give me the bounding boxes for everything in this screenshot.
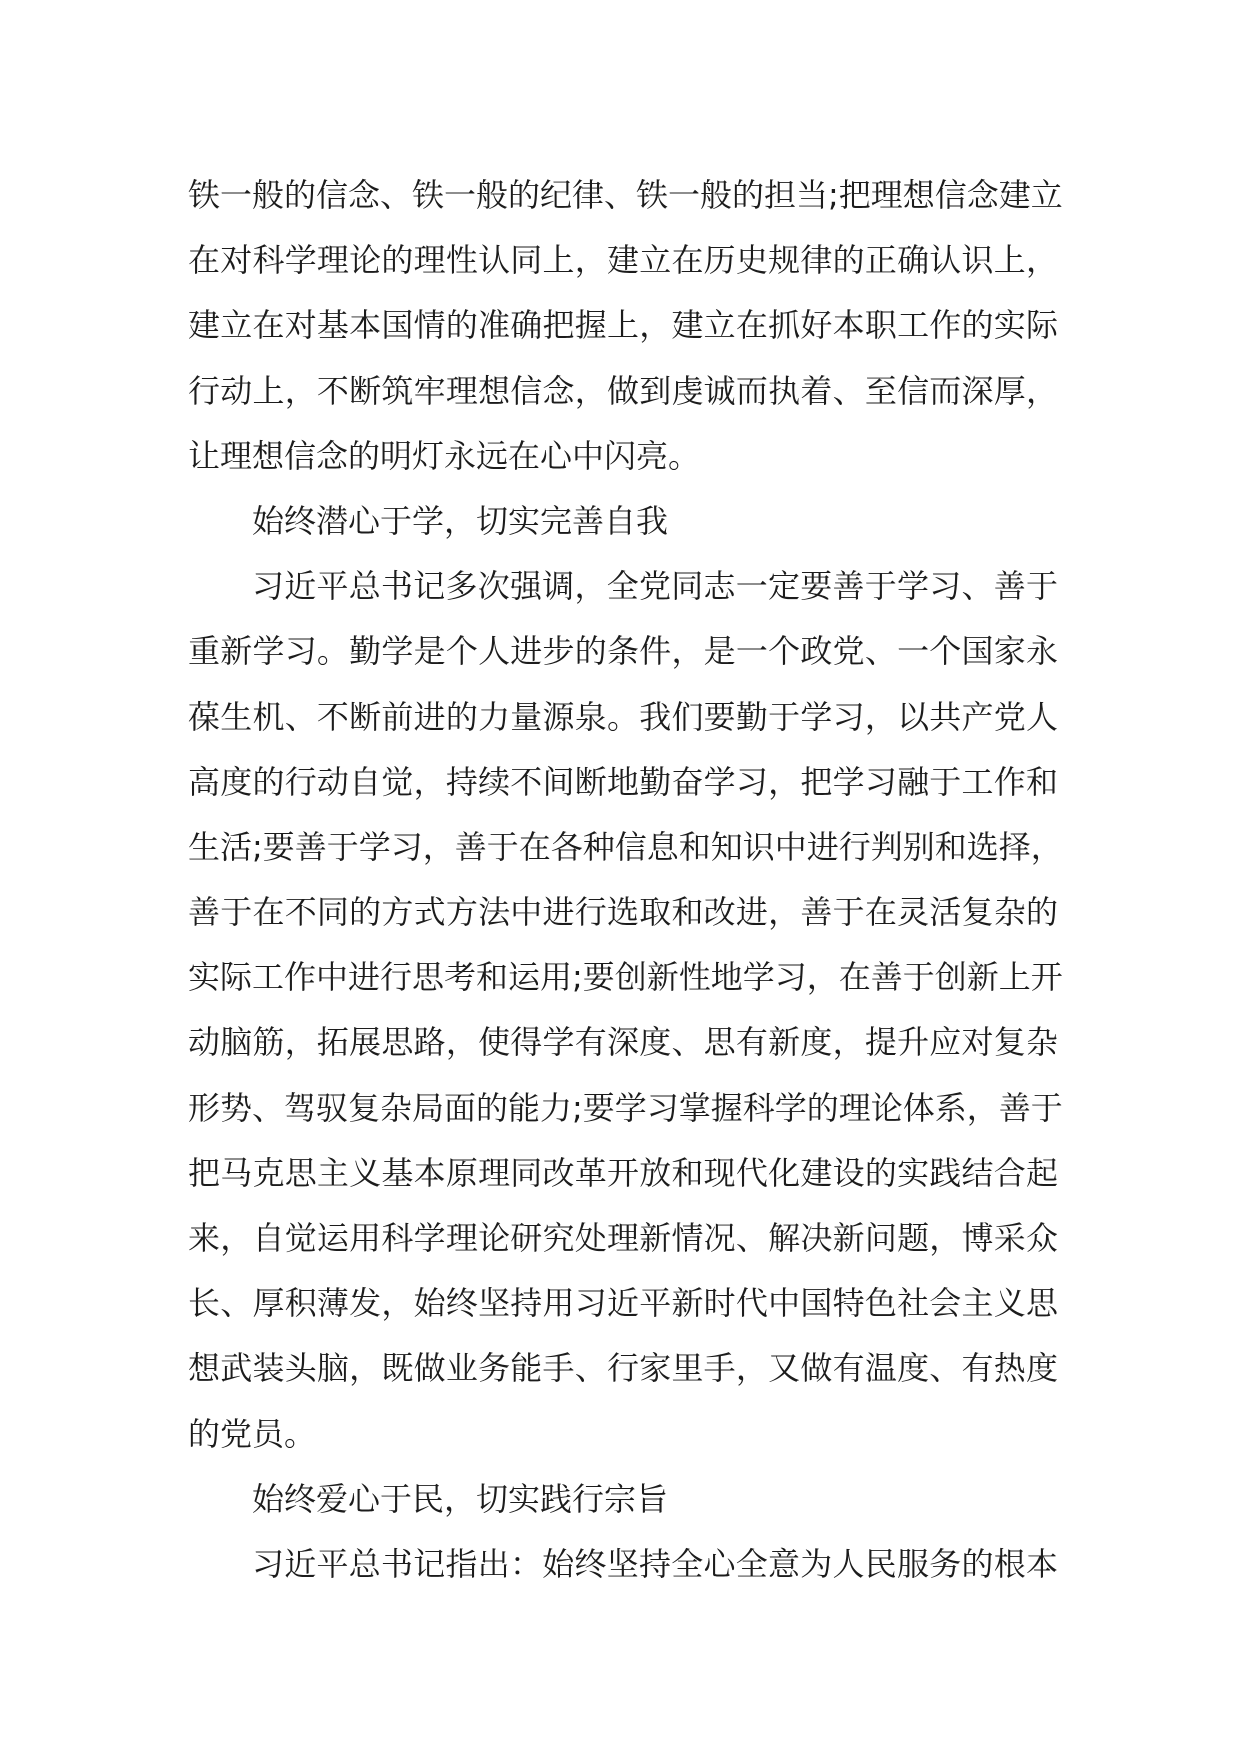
body-line: 在对科学理论的理性认同上，建立在历史规律的正确认识上， (188, 241, 1058, 280)
body-line: 铁一般的信念、铁一般的纪律、铁一般的担当;把理想信念建立 (188, 176, 1063, 214)
body-line: 生活;要善于学习，善于在各种信息和知识中进行判别和选择， (188, 827, 1063, 866)
body-line: 长、厚积薄发，始终坚持用习近平新时代中国特色社会主义思 (188, 1284, 1058, 1323)
document-body (188, 163, 1063, 1597)
body-line: 的党员。 (188, 1414, 317, 1453)
body-line: 行动上，不断筑牢理想信念，做到虔诚而执着、至信而深厚， (188, 371, 1058, 410)
body-line: 高度的行动自觉，持续不间断地勤奋学习，把学习融于工作和 (188, 762, 1058, 801)
body-line: 建立在对基本国情的准确把握上，建立在抓好本职工作的实际 (188, 306, 1058, 345)
body-line: 习近平总书记多次强调，全党同志一定要善于学习、善于 (252, 567, 1058, 606)
body-line: 来，自觉运用科学理论研究处理新情况、解决新问题，博采众 (188, 1219, 1058, 1257)
body-line: 善于在不同的方式方法中进行选取和改进，善于在灵活复杂的 (188, 893, 1058, 932)
body-line: 葆生机、不断前进的力量源泉。我们要勤于学习，以共产党人 (188, 697, 1058, 736)
body-line: 形势、驾驭复杂局面的能力;要学习掌握科学的理论体系，善于 (188, 1088, 1063, 1127)
section-heading: 始终爱心于民，切实践行宗旨 (252, 1479, 669, 1518)
body-line: 让理想信念的明灯永远在心中闪亮。 (188, 436, 701, 475)
body-line: 想武装头脑，既做业务能手、行家里手，又做有温度、有热度 (188, 1349, 1058, 1388)
body-line: 实际工作中进行思考和运用;要创新性地学习，在善于创新上开 (188, 958, 1063, 997)
body-line: 重新学习。勤学是个人进步的条件，是一个政党、一个国家永 (188, 632, 1058, 671)
section-heading: 始终潜心于学，切实完善自我 (252, 501, 669, 540)
body-line: 动脑筋，拓展思路，使得学有深度、思有新度，提升应对复杂 (188, 1023, 1058, 1062)
body-line: 把马克思主义基本原理同改革开放和现代化建设的实践结合起 (188, 1153, 1058, 1192)
body-line: 习近平总书记指出：始终坚持全心全意为人民服务的根本 (252, 1544, 1058, 1583)
